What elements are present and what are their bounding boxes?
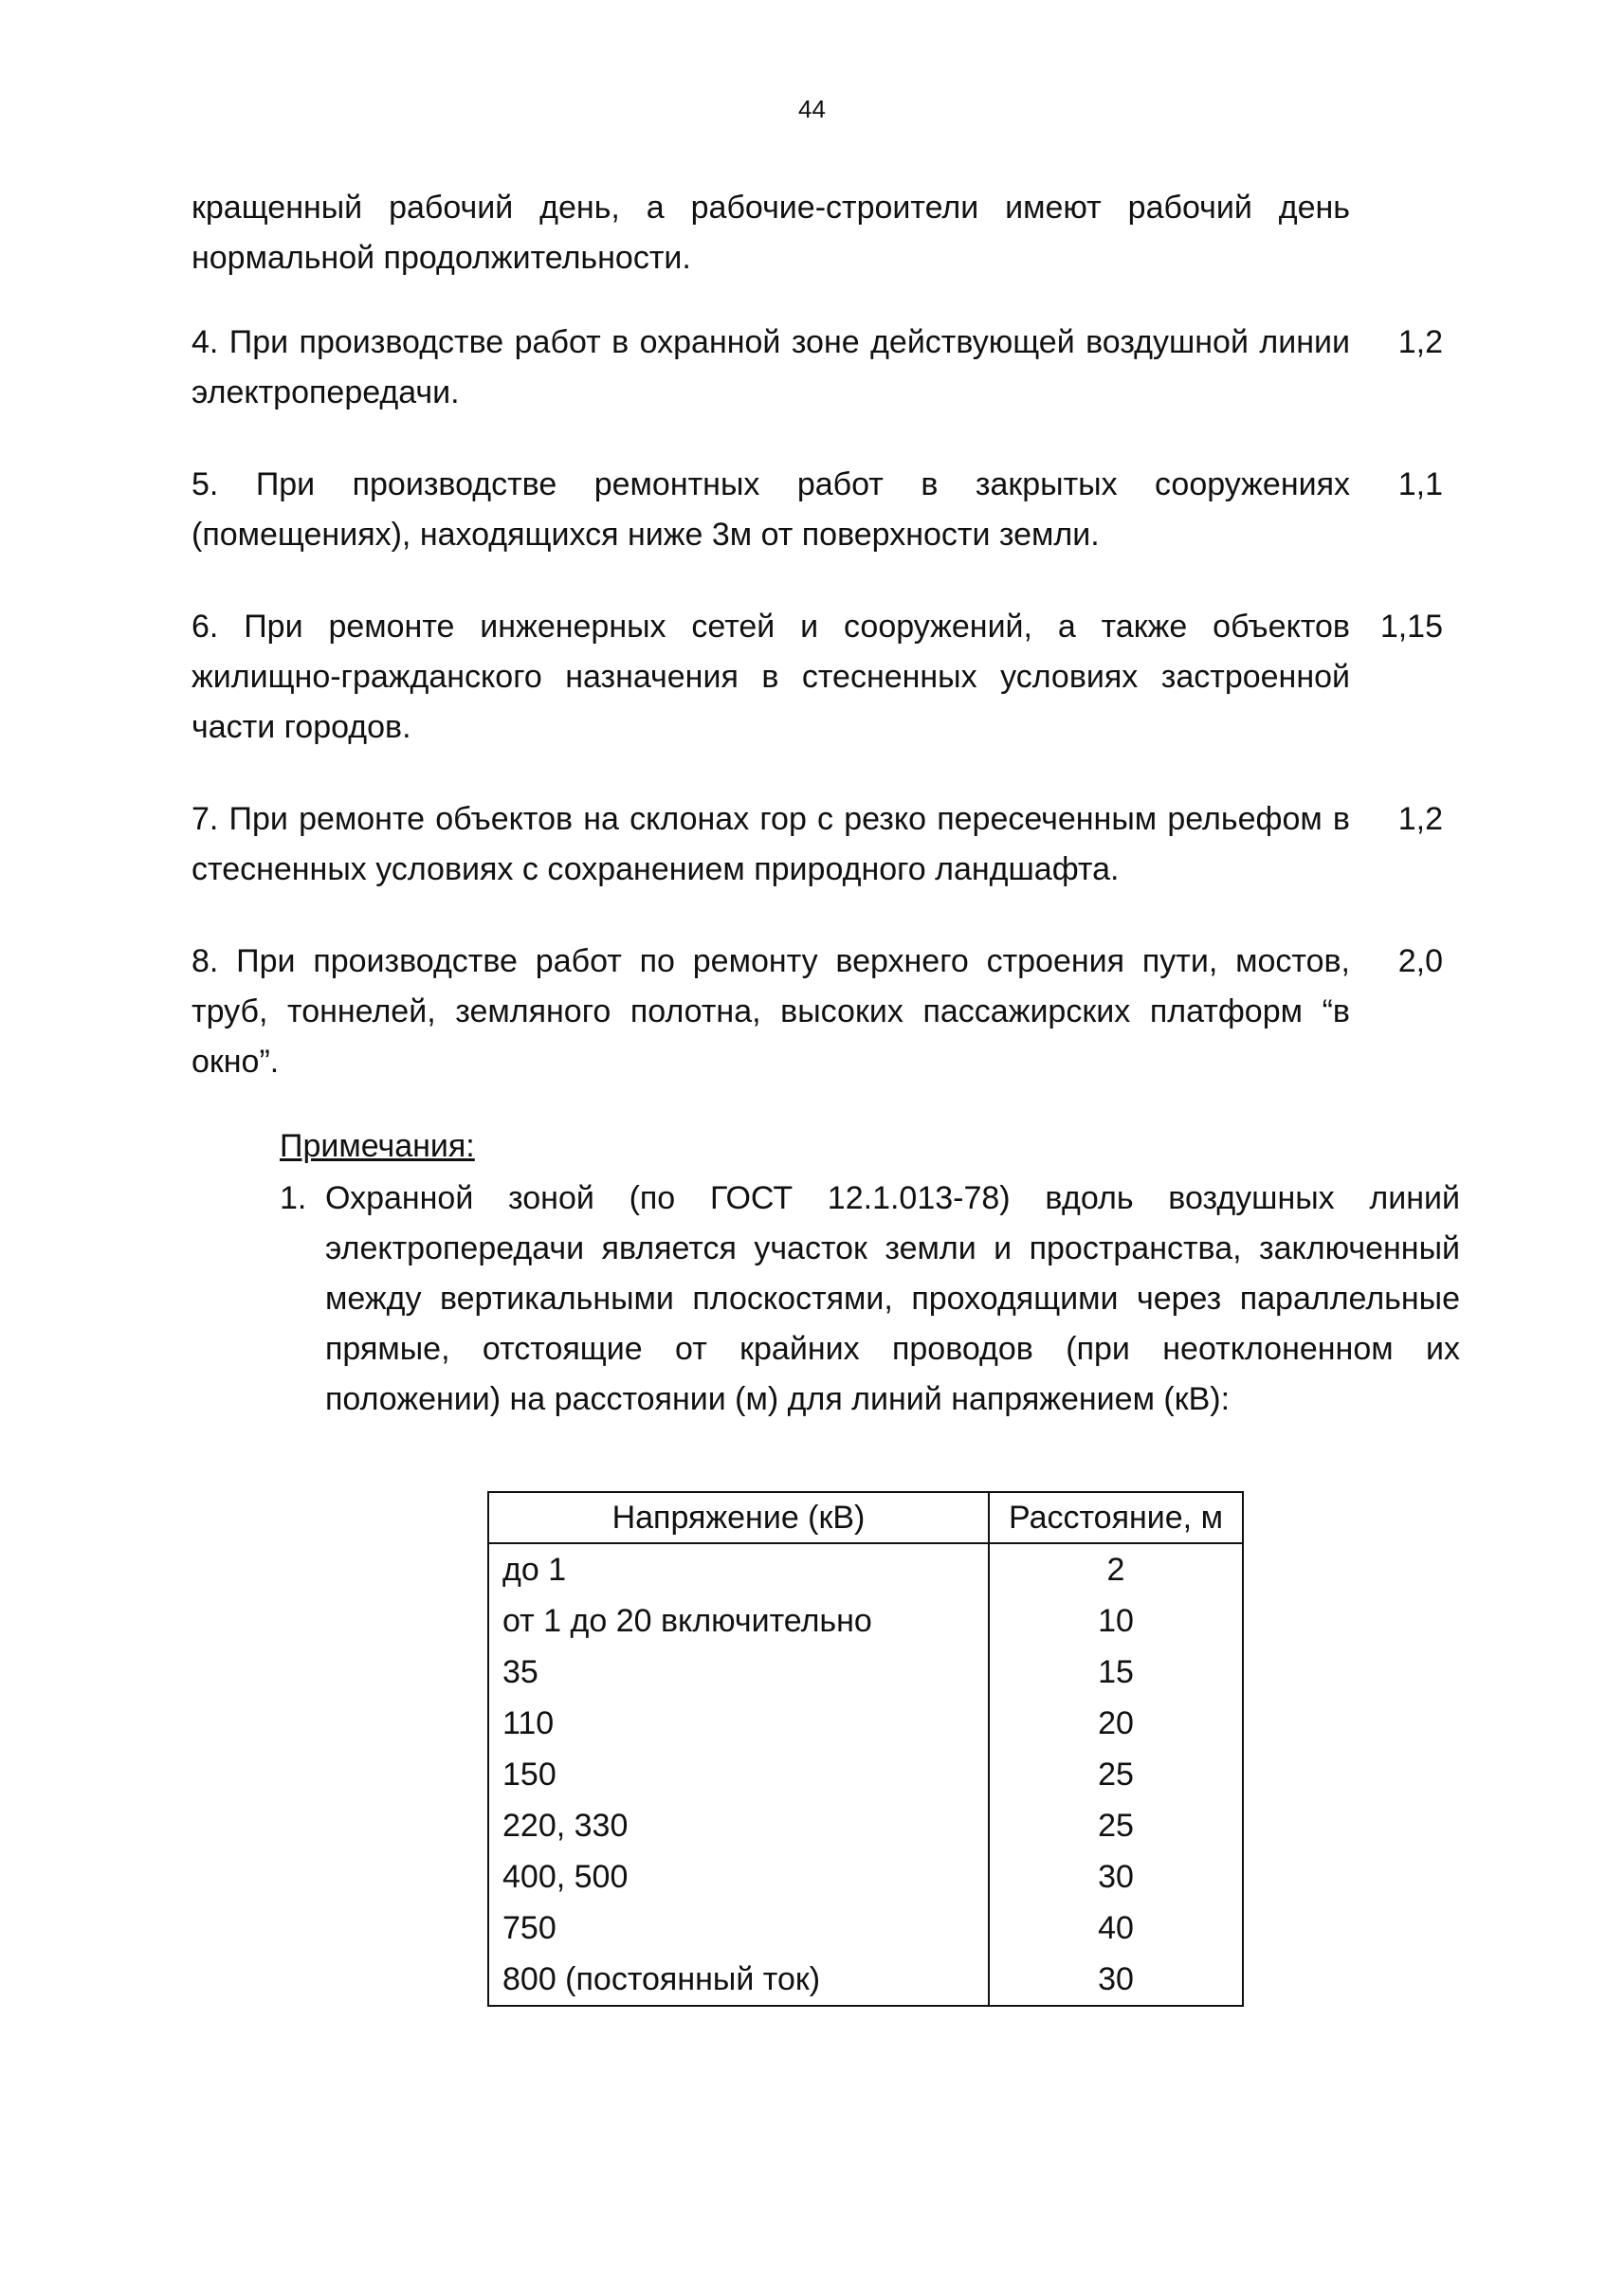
item-coefficient: 1,2 [1397, 324, 1443, 360]
list-item [192, 318, 1443, 418]
item-text: 5. При производстве ремонтных работ в закрытых сооружениях (помещениях), находящихся ниже 3м от поверхности земли. [192, 466, 1350, 553]
note-item [280, 1174, 1460, 1425]
item-text: 4. При производстве работ в охранной зоне действующей воздушной линии электропередачи. [192, 324, 1350, 410]
table-row [488, 1698, 1243, 1749]
table-row [488, 1903, 1243, 1954]
cell-distance: 25 [989, 1800, 1243, 1851]
cell-distance: 40 [989, 1903, 1243, 1954]
cell-voltage: 750 [488, 1903, 989, 1954]
cell-voltage: 150 [488, 1749, 989, 1800]
table-row [488, 1647, 1243, 1698]
cell-distance: 30 [989, 1954, 1243, 2006]
item-text: 8. При производстве работ по ремонту верхнего строения пути, мостов, труб, тоннелей, земляного полотна, высоких пассажирских платформ “в окно”. [192, 943, 1350, 1080]
cell-voltage: 220, 330 [488, 1800, 989, 1851]
cell-voltage: 400, 500 [488, 1851, 989, 1903]
item-coefficient: 1,2 [1397, 801, 1443, 837]
cell-voltage: от 1 до 20 включительно [488, 1595, 989, 1647]
table-row [488, 1800, 1243, 1851]
list-item [192, 794, 1443, 895]
cell-distance: 2 [989, 1543, 1243, 1595]
table-header-row [488, 1492, 1243, 1543]
list-item [192, 937, 1443, 1087]
cell-voltage: до 1 [488, 1543, 989, 1595]
note-number: 1. [280, 1180, 307, 1216]
cell-distance: 15 [989, 1647, 1243, 1698]
continued-paragraph: кращенный рабочий день, а рабочие-строители имеют рабочий день нормальной продолжительности. [192, 190, 1350, 276]
coefficient-list [192, 318, 1443, 1129]
notes-heading: Примечания: [280, 1128, 475, 1164]
item-coefficient: 2,0 [1397, 943, 1443, 979]
list-item [192, 602, 1443, 753]
cell-distance: 30 [989, 1851, 1243, 1903]
cell-voltage: 800 (постоянный ток) [488, 1954, 989, 2006]
table-row [488, 1543, 1243, 1595]
cell-distance: 10 [989, 1595, 1243, 1647]
cell-distance: 20 [989, 1698, 1243, 1749]
table-row [488, 1954, 1243, 2006]
table-row [488, 1851, 1243, 1903]
list-item [192, 460, 1443, 560]
header-voltage: Напряжение (кВ) [488, 1492, 989, 1543]
item-coefficient: 1,1 [1397, 466, 1443, 502]
cell-distance: 25 [989, 1749, 1243, 1800]
page-number: 44 [798, 95, 826, 123]
table-row [488, 1749, 1243, 1800]
item-coefficient: 1,15 [1379, 609, 1443, 645]
note-text: Охранной зоной (по ГОСТ 12.1.013-78) вдоль воздушных линий электропередачи является участок земли и пространства, заключенный между вертикальными плоскостями, проходящими через параллельные прямые, отстоящие от крайних проводов (при неотклоненном их положении) на расстоянии (м) для линий напряжением (кВ): [325, 1180, 1460, 1417]
voltage-distance-table [487, 1491, 1244, 2007]
cell-voltage: 35 [488, 1647, 989, 1698]
header-distance: Расстояние, м [989, 1492, 1243, 1543]
item-text: 6. При ремонте инженерных сетей и сооружений, а также объектов жилищно-гражданского назначения в стесненных условиях застроенной части городов. [192, 609, 1350, 745]
table-row [488, 1595, 1243, 1647]
item-text: 7. При ремонте объектов на склонах гор с резко пересеченным рельефом в стесненных условиях с сохранением природного ландшафта. [192, 801, 1350, 887]
cell-voltage: 110 [488, 1698, 989, 1749]
